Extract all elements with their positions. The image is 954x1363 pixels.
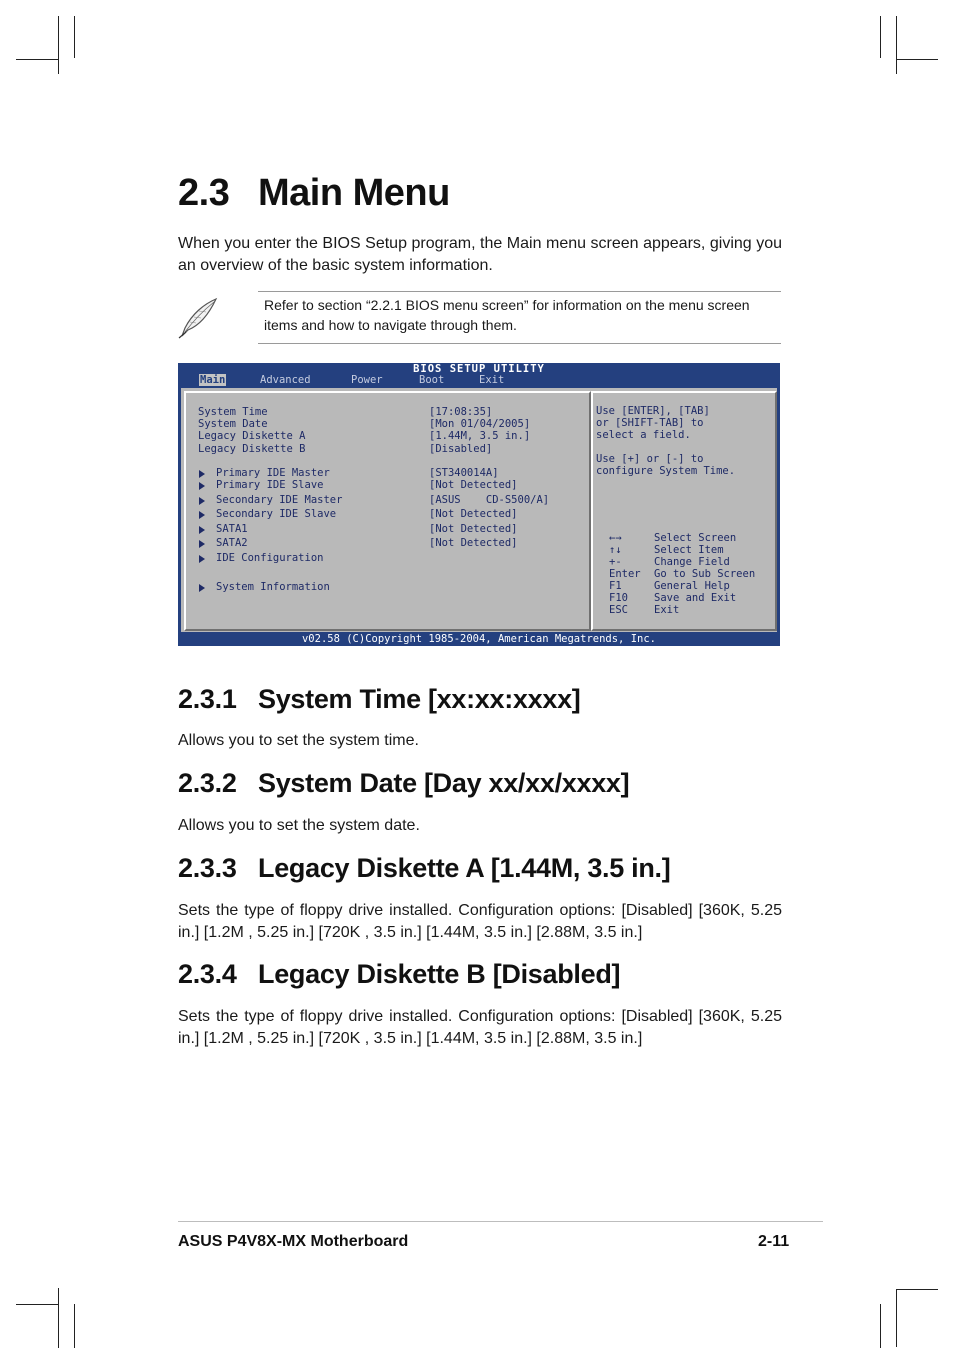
bios-item-value[interactable]: [Disabled] (429, 443, 493, 455)
bios-submenu-label[interactable]: SATA1 (216, 523, 248, 535)
bios-tab-advanced[interactable]: Advanced (260, 374, 311, 386)
crop-mark (880, 1304, 881, 1348)
crop-mark (74, 1304, 75, 1348)
page-number: 2-11 (758, 1233, 790, 1250)
key-name: ←→ (609, 532, 622, 544)
footer-rule (178, 1221, 823, 1222)
subsection-title: Legacy Diskette B [Disabled] (258, 959, 621, 989)
bios-submenu-value: [ST340014A] (429, 467, 499, 479)
page-title (178, 172, 450, 215)
key-action: Exit (654, 604, 680, 616)
subsection-heading (178, 768, 629, 799)
section-number: 2.3 (178, 172, 230, 214)
submenu-arrow-icon (199, 584, 205, 592)
crop-mark (16, 59, 58, 60)
key-name: F1 (609, 580, 622, 592)
subsection-body: Sets the type of floppy drive installed. Configuration options: [Disabled] [360K, 5.25 in.] [1.2M , 5.25 in.] [720K , 3.5 in.] [1.44M, 3.5 in.] [2.88M, 3.5 in.] (178, 902, 782, 941)
submenu-arrow-icon (199, 497, 205, 505)
bios-submenu-label[interactable]: System Information (216, 581, 330, 593)
key-action: Select Item (654, 544, 724, 556)
crop-mark (880, 16, 881, 58)
crop-mark (58, 16, 59, 74)
key-name: +- (609, 556, 622, 568)
crop-mark (74, 16, 75, 58)
subsection-number: 2.3.1 (178, 684, 237, 714)
bios-tab-boot[interactable]: Boot (419, 374, 445, 386)
bios-submenu-label[interactable]: Primary IDE Slave (216, 479, 324, 491)
submenu-arrow-icon (199, 482, 205, 490)
key-action: Go to Sub Screen (654, 568, 756, 580)
help-line: Use [ENTER], [TAB] (596, 405, 710, 417)
help-line: select a field. (596, 429, 691, 441)
bios-item-label[interactable]: Legacy Diskette B (198, 443, 306, 455)
bios-settings-panel (184, 391, 591, 631)
bios-submenu-label[interactable]: Secondary IDE Slave (216, 508, 337, 520)
bios-submenu-value: [Not Detected] (429, 537, 518, 549)
footer-product: ASUS P4V8X-MX Motherboard (178, 1233, 409, 1250)
note-top-rule (258, 291, 781, 292)
bios-submenu-value: [Not Detected] (429, 508, 518, 520)
submenu-arrow-icon (199, 470, 205, 478)
bios-submenu-label[interactable]: SATA2 (216, 537, 248, 549)
bios-screenshot (178, 363, 780, 646)
note-bottom-rule (258, 343, 781, 344)
subsection-number: 2.3.2 (178, 768, 237, 798)
subsection-body: Sets the type of floppy drive installed. Configuration options: [Disabled] [360K, 5.25 in.] [1.2M , 5.25 in.] [720K , 3.5 in.] [1.44M, 3.5 in.] [2.88M, 3.5 in.] (178, 1008, 782, 1047)
section-title: Main Menu (258, 172, 450, 214)
subsection-number: 2.3.3 (178, 853, 237, 883)
note-text: Refer to section “2.2.1 BIOS menu screen” for information on the menu screen items and how to navigate through them. (264, 297, 750, 333)
crop-mark (896, 16, 897, 74)
subsection-title: Legacy Diskette A [1.44M, 3.5 in.] (258, 853, 671, 883)
bios-item-value[interactable]: [17:08:35] (429, 406, 493, 418)
subsection-heading (178, 684, 580, 715)
key-action: General Help (654, 580, 730, 592)
bios-submenu-label[interactable]: IDE Configuration (216, 552, 324, 564)
bios-item-value[interactable]: [1.44M, 3.5 in.] (429, 430, 531, 442)
key-name: ESC (609, 604, 628, 616)
key-action: Save and Exit (654, 592, 737, 604)
key-action: Change Field (654, 556, 730, 568)
subsection-heading (178, 959, 620, 990)
bios-body (181, 388, 777, 632)
bios-item-value[interactable]: [Mon 01/04/2005] (429, 418, 531, 430)
subsection-title: System Time [xx:xx:xxxx] (258, 684, 581, 714)
subsection-body: Allows you to set the system date. (178, 817, 420, 834)
crop-mark (896, 1289, 938, 1290)
crop-mark (58, 1288, 59, 1348)
help-line: configure System Time. (596, 465, 736, 477)
crop-mark (896, 1289, 897, 1347)
key-name: ↑↓ (609, 544, 622, 556)
bios-tab-main[interactable]: Main (200, 374, 226, 386)
quill-pen-icon (176, 296, 220, 340)
bios-item-label[interactable]: System Time (198, 406, 268, 418)
bios-title: BIOS SETUP UTILITY (413, 363, 545, 375)
bios-copyright: v02.58 (C)Copyright 1985-2004, American Megatrends, Inc. (301, 633, 656, 645)
bios-tab-bar (178, 374, 780, 386)
submenu-arrow-icon (199, 540, 205, 548)
key-name: Enter (609, 568, 641, 580)
bios-submenu-label[interactable]: Primary IDE Master (216, 467, 330, 479)
help-line: or [SHIFT-TAB] to (596, 417, 704, 429)
help-line: Use [+] or [-] to (596, 453, 704, 465)
bios-help-panel (591, 391, 777, 631)
bios-submenu-value: [Not Detected] (429, 523, 518, 535)
bios-submenu-label[interactable]: Secondary IDE Master (216, 494, 343, 506)
bios-tab-exit[interactable]: Exit (479, 374, 505, 386)
key-action: Select Screen (654, 532, 737, 544)
crop-mark (16, 1304, 58, 1305)
subsection-body: Allows you to set the system time. (178, 732, 419, 749)
bios-tab-power[interactable]: Power (351, 374, 383, 386)
submenu-arrow-icon (199, 526, 205, 534)
subsection-heading (178, 853, 670, 884)
bios-item-label[interactable]: Legacy Diskette A (198, 430, 306, 442)
submenu-arrow-icon (199, 511, 205, 519)
subsection-title: System Date [Day xx/xx/xxxx] (258, 768, 630, 798)
bios-submenu-value: [ASUS CD-S500/A] (429, 494, 550, 506)
bios-item-label[interactable]: System Date (198, 418, 268, 430)
key-name: F10 (609, 592, 628, 604)
intro-paragraph: When you enter the BIOS Setup program, the Main menu screen appears, giving you an overview of the basic system information. (178, 235, 782, 274)
crop-mark (896, 59, 938, 60)
subsection-number: 2.3.4 (178, 959, 237, 989)
submenu-arrow-icon (199, 555, 205, 563)
bios-submenu-value: [Not Detected] (429, 479, 518, 491)
